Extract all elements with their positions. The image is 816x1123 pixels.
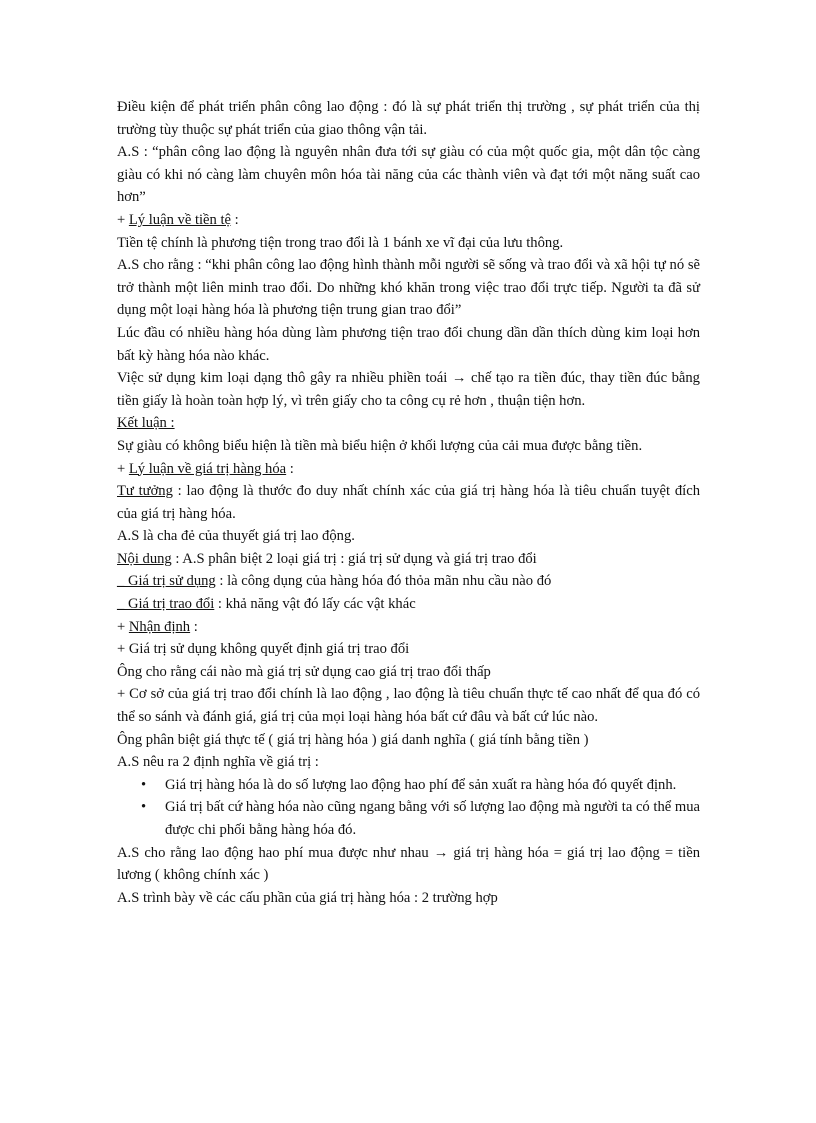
text-use-value: : là công dụng của hàng hóa đó thỏa mãn nhu cầu nào đó: [215, 573, 552, 590]
text-thought: : lao động là thước đo duy nhất chính xác của giá trị hàng hóa là tiêu chuẩn tuyệt đích của giá trị hàng hóa.: [117, 483, 700, 522]
paragraph-labor-wage-part1: A.S cho rằng lao động hao phí mua được như nhau: [117, 844, 434, 861]
heading-suffix: :: [231, 211, 239, 228]
text-content: : A.S phân biệt 2 loại giá trị : giá trị sử dụng và giá trị trao đổi: [171, 550, 537, 567]
paragraph-division-of-labor-conditions: Điều kiện để phát triển phân công lao động : đó là sự phát triển thị trường , sự phát triển của thị trường tùy thuộc sự phát triển của giao thông vận tải.: [117, 99, 700, 138]
arrow-right-icon: →: [451, 370, 467, 387]
list-item: [141, 796, 700, 841]
list-item-text: Giá trị hàng hóa là do số lượng lao động hao phí để sản xuất ra hàng hóa đó quyết định.: [165, 776, 677, 793]
paragraph-as-quote-exchange: A.S cho rằng : “khi phân công lao động hình thành mỗi người sẽ sống và trao đổi và xã hội tự nó sẽ trở thành một liên minh trao đổi. Do những khó khăn trong việc trao đổi trực tiếp. Người ta đã sử dụng một loại hàng hóa là phương tiện trung gian trao đổi”: [117, 257, 700, 319]
paragraph-two-definitions: A.S nêu ra 2 định nghĩa về giá trị :: [117, 754, 319, 771]
heading-conclusion: [117, 412, 700, 435]
paragraph-paper-money-part2: chế tạo ra tiền đúc, thay tiền đúc bằng tiền giấy là hoàn toàn hợp lý, vì trên giấy cho ta công cụ rẻ hơn , thuận tiện hơn.: [117, 370, 700, 409]
heading-value-theory: [117, 458, 700, 481]
paragraph-exchange-value: [117, 593, 700, 616]
heading-remark: [117, 616, 700, 639]
paragraph-high-use-low-exchange: Ông cho rằng cái nào mà giá trị sử dụng cao giá trị trao đổi thấp: [117, 663, 491, 680]
paragraph-value-components: A.S trình bày về các cấu phần của giá trị hàng hóa : 2 trường hợp: [117, 889, 498, 906]
paragraph-basis-of-exchange: + Cơ sở của giá trị trao đổi chính là lao động , lao động là tiêu chuẩn thực tế cao nhất để qua đó có thể so sánh và đánh giá, giá trị của mọi loại hàng hóa bất cứ đâu và bất cứ lúc nào.: [117, 686, 700, 726]
paragraph-paper-money-part1: Việc sử dụng kim loại dạng thô gây ra nhiều phiền toái: [117, 370, 452, 387]
heading-suffix: :: [286, 460, 294, 477]
paragraph-labor-wage-part2: giá trị hàng hóa = giá trị lao động = tiền lương ( không chính xác ): [117, 844, 701, 884]
label-content: Nội dung: [117, 550, 172, 567]
paragraph-content: [117, 548, 700, 571]
paragraph-use-value-not-decide: + Giá trị sử dụng không quyết định giá trị trao đổi: [117, 641, 410, 658]
heading-conclusion-text: Kết luận :: [117, 415, 175, 432]
heading-money-theory-text: Lý luận về tiền tệ: [128, 211, 232, 228]
paragraph-as-quote-division: A.S : “phân công lao động là nguyên nhân đưa tới sự giàu có của một quốc gia, một dân tộc càng giàu có khi nó càng làm chuyên môn hóa tài năng của các thành viên và đạt tới một năng suất cao hơn”: [117, 144, 700, 206]
list-item-text: Giá trị bất cứ hàng hóa nào cũng ngang bằng với số lượng lao động mà người ta có thể mua được chi phối bằng hàng hóa đó.: [165, 799, 700, 838]
heading-prefix: +: [117, 211, 129, 228]
heading-prefix: +: [117, 460, 129, 477]
paragraph-money-definition: Tiền tệ chính là phương tiện trong trao đổi là 1 bánh xe vĩ đại của lưu thông.: [117, 234, 564, 251]
heading-prefix: +: [117, 618, 129, 635]
paragraph-thought: [117, 480, 700, 525]
paragraph-real-vs-nominal: Ông phân biệt giá thực tế ( giá trị hàng hóa ) giá danh nghĩa ( giá tính bằng tiền ): [117, 731, 589, 748]
document-page: [117, 96, 700, 909]
bullet-list: [117, 774, 700, 842]
bullet-icon: •: [141, 776, 147, 793]
heading-suffix: :: [190, 618, 198, 635]
heading-money-theory: [117, 209, 700, 232]
paragraph-use-value: [117, 570, 700, 593]
list-item: [141, 774, 700, 797]
bullet-icon: •: [141, 799, 147, 816]
arrow-right-icon: →: [433, 844, 449, 861]
heading-remark-text: Nhận định: [128, 618, 191, 635]
paragraph-metal-money: Lúc đầu có nhiều hàng hóa dùng làm phương tiện trao đổi chung dần dần thích dùng kim loại hơn bất kỳ hàng hóa nào khác.: [117, 324, 700, 364]
heading-value-theory-text: Lý luận về giá trị hàng hóa: [128, 460, 287, 477]
paragraph-wealth: Sự giàu có không biểu hiện là tiền mà biểu hiện ở khối lượng của cải mua được bằng tiền.: [117, 437, 643, 454]
text-exchange-value: : khả năng vật đó lấy các vật khác: [214, 596, 416, 613]
label-thought: Tư tưởng: [117, 483, 173, 500]
label-exchange-value: _ Giá trị trao đổi: [117, 596, 215, 613]
label-use-value: _ Giá trị sử dụng: [117, 573, 216, 590]
paragraph-labor-wage: [117, 842, 700, 887]
paragraph-as-father: A.S là cha đẻ của thuyết giá trị lao động.: [117, 528, 355, 545]
paragraph-paper-money: [117, 367, 700, 412]
